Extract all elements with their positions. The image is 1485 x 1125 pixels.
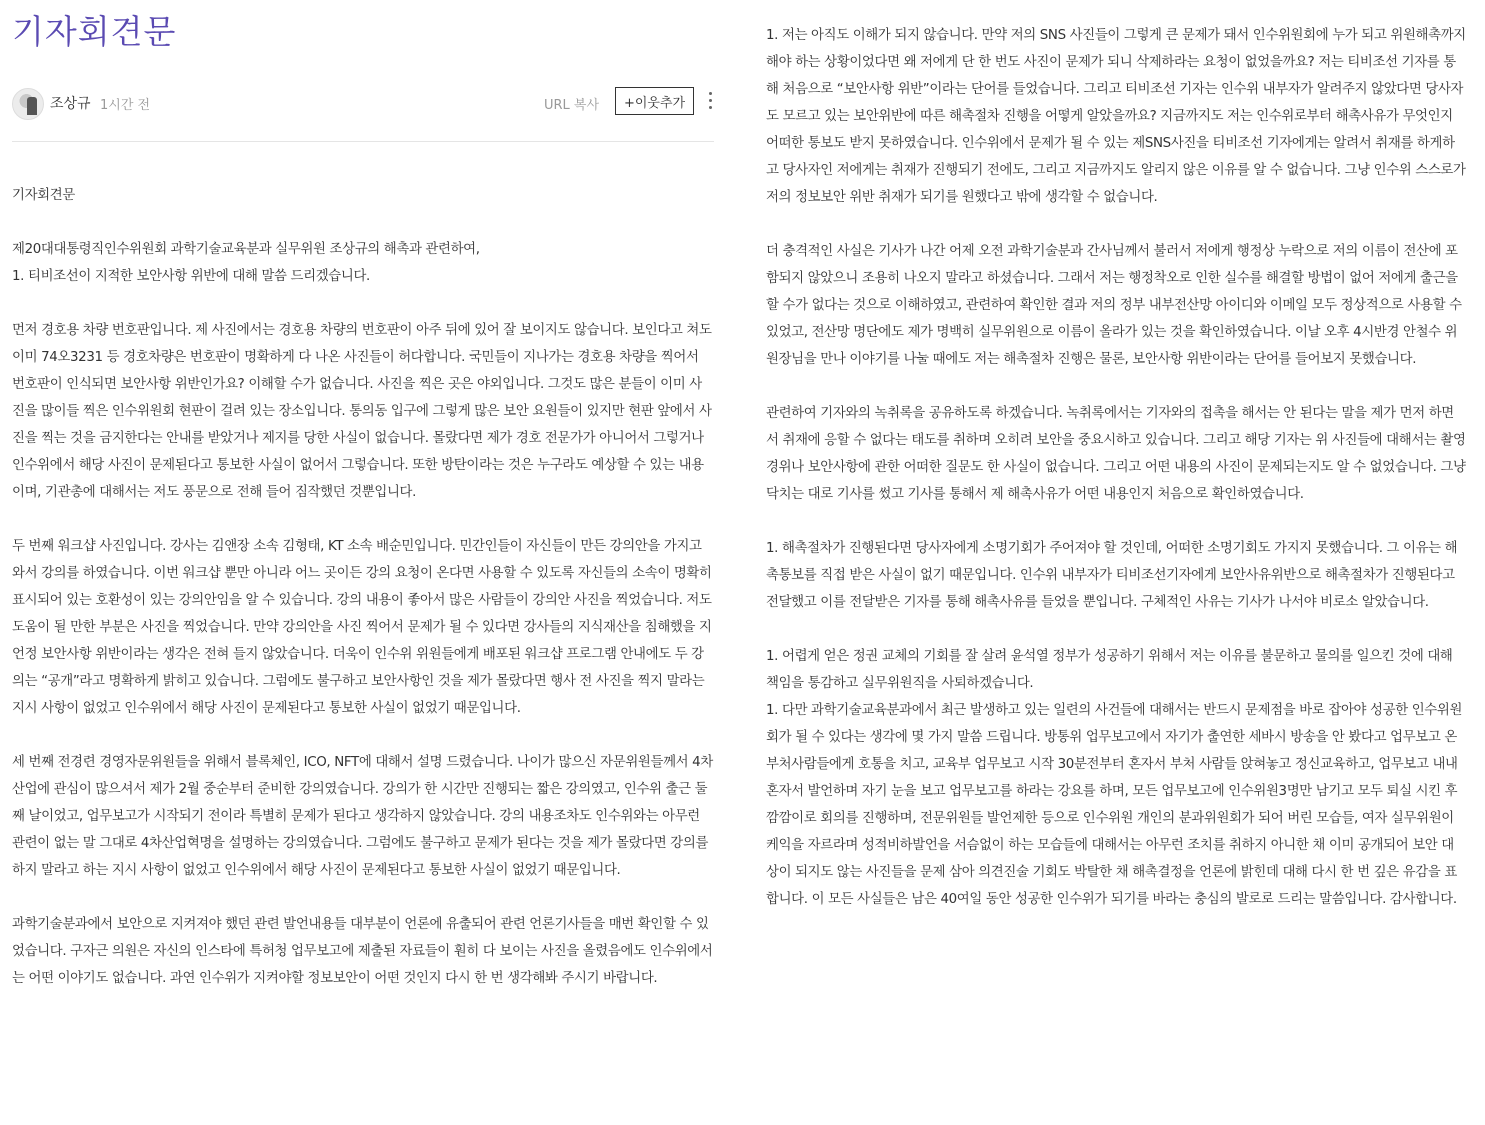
post-time: 1시간 전 [100, 98, 151, 113]
paragraph: 1. 다만 과학기술교육분과에서 최근 발생하고 있는 일련의 사건들에 대해서는 반드시 문제점을 바로 잡아야 성공한 인수위원회가 될 수 있다는 생각에 몇 가지 말씀 드립니다. 방통위 업무보고에서 자기가 출연한 세바시 방송을 안 봤다고 업무보고 온 부처사람들에게 호통을 치고, 교육부 업무보고 시작 30분전부터 혼자서 부처 사람들 앉혀놓고 정신교육하고, 업무보고 내내 혼자서 발언하며 자기 눈을 보고 업무보고를 하라는 강요를 하며, 모든 업무보고에 인수위원3명만 남기고 모두 퇴실 시킨 후 깜깜이로 회의를 진행하며, 전문위원들 발언제한 등으로 인수위원 개인의 분과위원회가 되어 버린 모습들, 여자 실무위원이 케익을 자르라며 성적비하발언을 서슴없이 하는 모습들에 대해서는 아무런 조치를 취하지 아니한 채 이미 공개되어 보안 대상이 되지도 않는 사진들을 문제 삼아 의견진술 기회도 박탈한 채 해촉결정을 언론에 밝힌데 대해 다시 한 번 깊은 유감을 표합니다. 이 모든 사실들은 남은 40여일 동안 성공한 인수위가 되기를 바라는 충심의 발로로 드리는 말씀입니다. 감사합니다. [766, 703, 1463, 907]
paragraph: 1. 해촉절차가 진행된다면 당사자에게 소명기회가 주어져야 할 것인데, 어떠한 소명기회도 가지지 못했습니다. 그 이유는 해촉통보를 직접 받은 사실이 없기 때문입니다. 인수위 내부자가 티비조선기자에게 보안사유위반으로 해촉절차가 진행된다고 전달했고 이를 전달받은 기자를 통해 해촉사유를 들었을 뿐입니다. 구체적인 사유는 기사가 나서야 비로소 알았습니다. [766, 541, 1458, 610]
paragraph: 관련하여 기자와의 녹취록을 공유하도록 하겠습니다. 녹취록에서는 기자와의 접촉을 해서는 안 된다는 말을 제가 먼저 하면서 취재에 응할 수 없다는 태도를 취하며 오히려 보안을 중요시하고 있습니다. 그리고 해당 기자는 위 사진들에 대해서는 촬영 경위나 보안사항에 관한 어떠한 질문도 한 사실이 없습니다. 그리고 어떤 내용의 사진이 문제되는지도 알 수 없었습니다. 그냥 닥치는 대로 기사를 썼고 기사를 통해서 제 해촉사유가 어떤 내용인지 처음으로 확인하였습니다. [766, 406, 1466, 502]
post-body-left-column [12, 182, 714, 1019]
paragraph: 1. 어렵게 얻은 정권 교체의 기회를 잘 살려 윤석열 정부가 성공하기 위해서 저는 이유를 불문하고 물의를 일으킨 것에 대해 책임을 통감하고 실무위원직을 사퇴하겠습니다. [766, 649, 1453, 691]
paragraph: 1. 티비조선이 지적한 보안사항 위반에 대해 말씀 드리겠습니다. [12, 269, 370, 284]
post-body-right-column [766, 22, 1466, 940]
paragraph: 먼저 경호용 차량 번호판입니다. 제 사진에서는 경호용 차량의 번호판이 아주 뒤에 있어 잘 보이지도 않습니다. 보인다고 쳐도 이미 74오3231 등 경호차량은 번호판이 명확하게 다 나온 사진들이 허다합니다. 국민들이 지나가는 경호용 차량을 찍어서 번호판이 인식되면 보안사항 위반인가요? 이해할 수가 없습니다. 사진을 찍은 곳은 야외입니다. 그것도 많은 분들이 이미 사진을 많이들 찍은 인수위원회 현판이 걸려 있는 장소입니다. 통의동 입구에 그렇게 많은 보안 요원들이 있지만 현판 앞에서 사진을 찍는 것을 금지한다는 안내를 받았거나 제지를 당한 사실이 없습니다. 몰랐다면 제가 경호 전문가가 아니어서 그렇거나 인수위에서 해당 사진이 문제된다고 통보한 사실이 없어서 그렇습니다. 또한 방탄이라는 것은 누구라도 예상할 수 있는 내용이며, 기관총에 대해서는 저도 풍문으로 전해 들어 짐작했던 것뿐입니다. [12, 323, 712, 500]
url-copy-link[interactable]: URL 복사 [544, 98, 600, 113]
paragraph: 두 번째 워크샵 사진입니다. 강사는 김앤장 소속 김형태, KT 소속 배순민입니다. 민간인들이 자신들이 만든 강의안을 가지고 와서 강의를 하였습니다. 이번 워크샵 뿐만 아니라 어느 곳이든 강의 요청이 온다면 사용할 수 있도록 자신들의 소속이 명확히 표시되어 있는 호환성이 있는 강의안임을 알 수 있습니다. 강의 내용이 좋아서 많은 사람들이 강의안 사진을 찍었습니다. 저도 도움이 될 만한 부분은 사진을 찍었습니다. 만약 강의안을 사진 찍어서 문제가 될 수 있다면 강사들의 지식재산을 침해했을 지언정 보안사항 위반이라는 생각은 전혀 들지 않았습니다. 더욱이 인수위 위원들에게 배포된 워크샵 프로그램 안내에도 두 강의는 “공개”라고 명확하게 밝히고 있습니다. 그럼에도 불구하고 보안사항인 것을 제가 몰랐다면 행사 전 사진을 찍지 말라는 지시 사항이 없었고 인수위에서 해당 사진이 문제된다고 통보한 사실이 없었기 때문입니다. [12, 539, 712, 716]
more-options-icon[interactable] [706, 92, 714, 116]
paragraph: 기자회견문 [12, 188, 75, 203]
paragraph: 제20대대통령직인수위원회 과학기술교육분과 실무위원 조상규의 해촉과 관련하여, [12, 242, 480, 257]
author-name[interactable]: 조상규 [50, 96, 91, 112]
avatar[interactable] [12, 88, 44, 120]
paragraph: 과학기술분과에서 보안으로 지켜져야 했던 관련 발언내용들 대부분이 언론에 유출되어 관련 언론기사들을 매번 확인할 수 있었습니다. 구자근 의원은 자신의 인스타에 특허청 업무보고에 제출된 자료들이 훤히 다 보이는 사진을 올렸음에도 인수위에서는 어떤 이야기도 없습니다. 과연 인수위가 지켜야할 정보보안이 어떤 것인지 다시 한 번 생각해봐 주시기 바랍니다. [12, 917, 713, 986]
paragraph: 세 번째 전경련 경영자문위원들을 위해서 블록체인, ICO, NFT에 대해서 설명 드렸습니다. 나이가 많으신 자문위원들께서 4차산업에 관심이 많으셔서 제가 2월 중순부터 준비한 강의였습니다. 강의가 한 시간만 진행되는 짧은 강의였고, 인수위 출근 둘째 날이었고, 업무보고가 시작되기 전이라 특별히 문제가 된다고 생각하지 않았습니다. 강의 내용조차도 인수위와는 아무런 관련이 없는 말 그대로 4차산업혁명을 설명하는 강의였습니다. 그럼에도 불구하고 문제가 된다는 것을 제가 몰랐다면 강의를 하지 말라고 하는 지시 사항이 없었고 인수위에서 해당 사진이 문제된다고 통보한 사실이 없었기 때문입니다. [12, 755, 713, 878]
add-neighbor-button[interactable]: +이웃추가 [615, 87, 694, 115]
paragraph: 1. 저는 아직도 이해가 되지 않습니다. 만약 저의 SNS 사진들이 그렇게 큰 문제가 돼서 인수위원회에 누가 되고 위원해촉까지 해야 하는 상황이었다면 왜 저에게 단 한 번도 사진이 문제가 되니 삭제하라는 요청이 없었을까요? 저는 티비조선 기자를 통해 처음으로 “보안사항 위반”이라는 단어를 들었습니다. 그리고 티비조선 기자는 인수위 내부자가 알려주지 않았다면 당사자도 모르고 있는 보안위반에 따른 해촉절차 진행을 어떻게 알았을까요? 지금까지도 저는 인수위로부터 해촉사유가 무엇인지 어떠한 통보도 받지 못하였습니다. 인수위에서 문제가 될 수 있는 제SNS사진을 티비조선 기자에게는 알려서 취재를 하게하고 당사자인 저에게는 취재가 진행되기 전에도, 그리고 지금까지도 알리지 않은 이유를 알 수 없습니다. 그냥 인수위 스스로가 저의 정보보안 위반 취재가 되기를 원했다고 밖에 생각할 수 없습니다. [766, 28, 1466, 205]
author-bar [12, 84, 714, 124]
post-title: 기자회견문 [12, 12, 177, 51]
paragraph: 더 충격적인 사실은 기사가 나간 어제 오전 과학기술분과 간사님께서 불러서 저에게 행정상 누락으로 저의 이름이 전산에 포함되지 않았으니 조용히 나오지 말라고 하셨습니다. 그래서 저는 행정착오로 인한 실수를 해결할 방법이 없어 저에게 출근을 할 수가 없다는 것으로 이해하였고, 관련하여 확인한 결과 저의 정부 내부전산망 아이디와 이메일 모두 정상적으로 사용할 수 있었고, 전산망 명단에도 제가 명백히 실무위원으로 이름이 올라가 있는 것을 확인하였습니다. 이날 오후 4시반경 안철수 위원장님을 만나 이야기를 나눌 때에도 저는 해촉절차 진행은 물론, 보안사항 위반이라는 단어를 들어보지 못했습니다. [766, 244, 1462, 367]
header-divider [12, 141, 714, 142]
